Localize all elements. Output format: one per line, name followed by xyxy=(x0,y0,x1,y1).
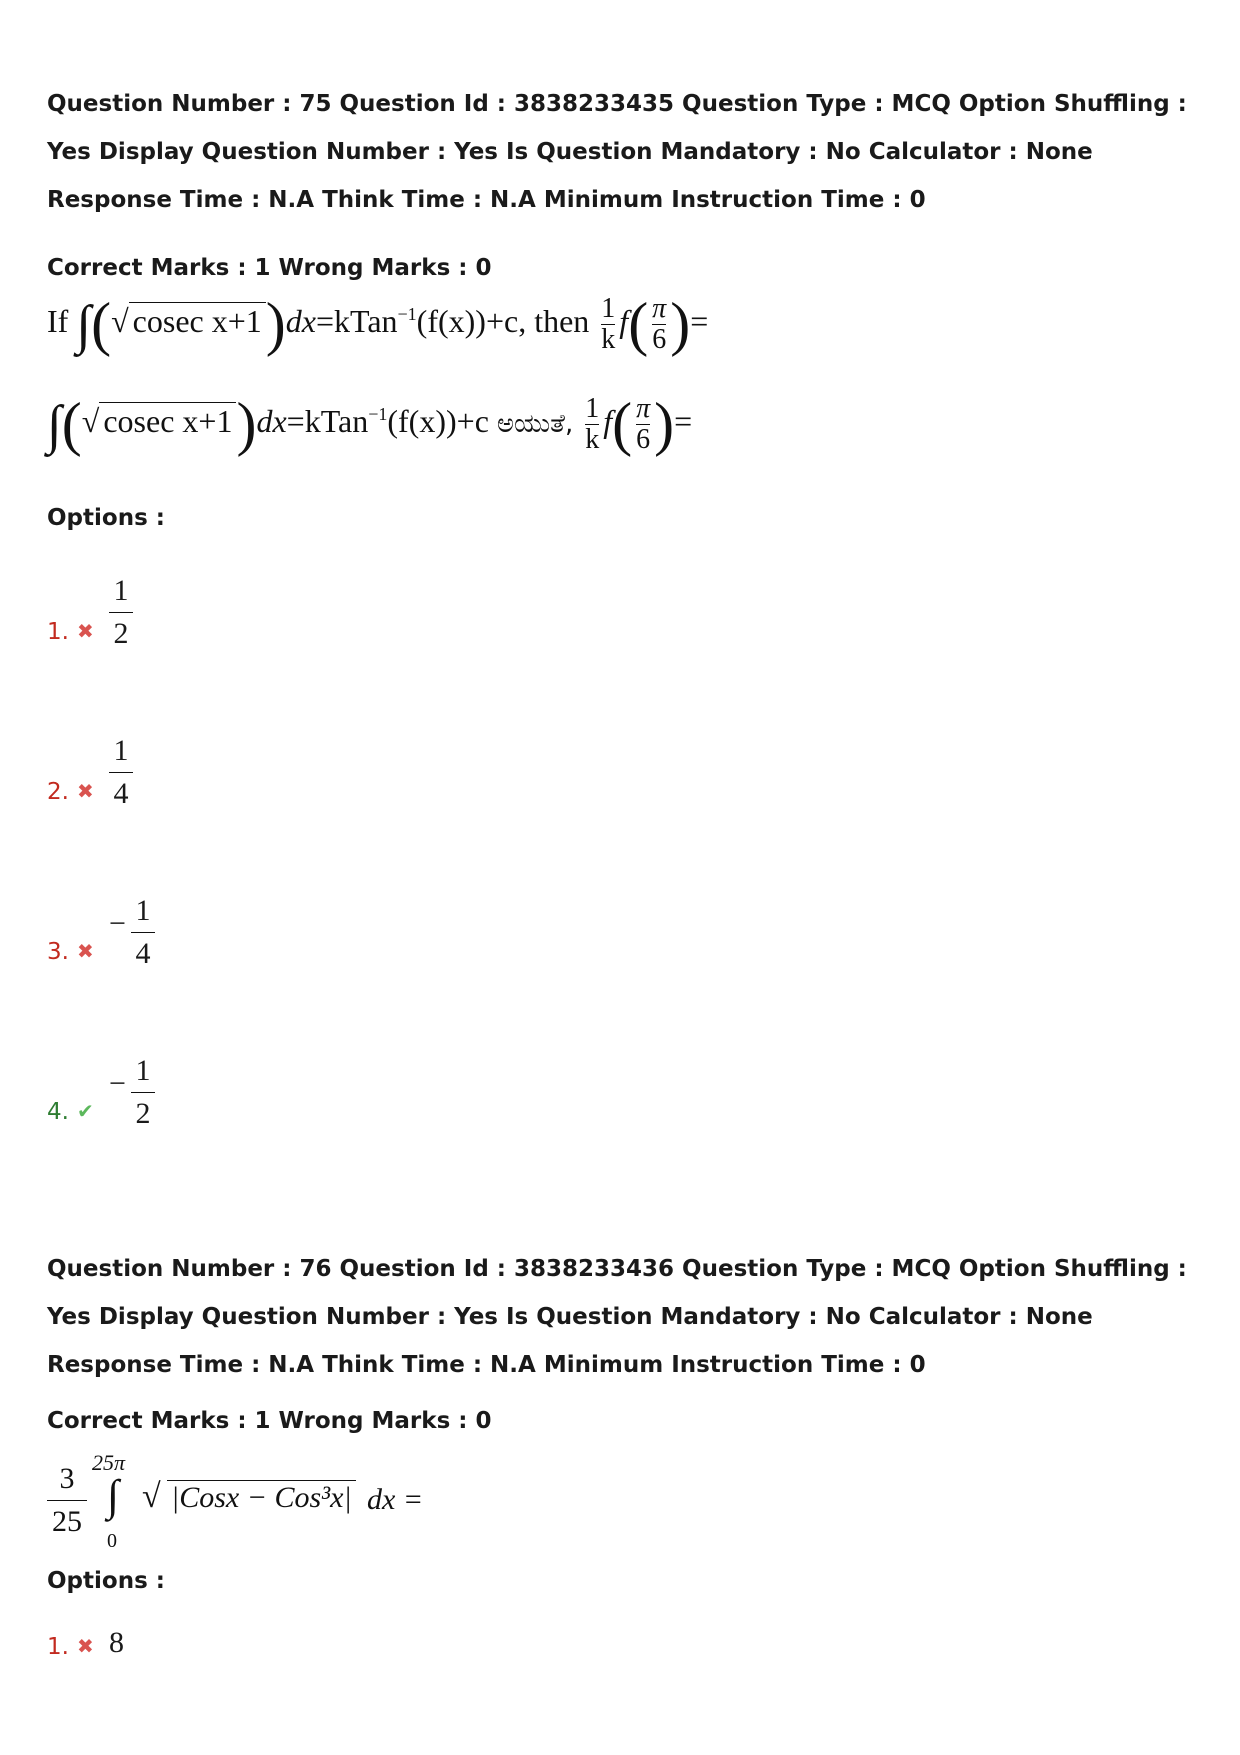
q76-sqrt-sign: √ xyxy=(142,1478,161,1515)
q75-if-word: If xyxy=(47,302,69,339)
q75-telugu-word: ಅಯುತೆ, xyxy=(496,408,574,439)
q76-lower-limit: 0 xyxy=(107,1530,117,1552)
q76-dx: dx = xyxy=(367,1483,424,1516)
q76-integrand: |Cosx − Cos³x| xyxy=(167,1480,356,1515)
cross-icon: ✖ xyxy=(77,779,94,803)
q76-question xyxy=(47,1450,547,1560)
q75-question-english: If ∫(√ cosec x+1)dx=kTan$^{-1}$(f(x))+c, then $\frac{1}{k}$ f( $\frac{\pi}{6}$ )= xyxy=(47,291,709,357)
cross-icon: ✖ xyxy=(77,1634,94,1658)
q76-marks: Correct Marks : 1 Wrong Marks : 0 xyxy=(47,1408,492,1434)
q75-metadata: Question Number : 75 Question Id : 3838233435 Question Type : MCQ Option Shuffling : Yes Display Question Number : Yes Is Question Mandatory : No Calculator : None Response Time : N.A Think Time : N.A Minimum Instruction Time : 0 xyxy=(47,91,1187,213)
q75-option-3-fraction: 1 4 xyxy=(131,894,155,971)
q75-question-telugu: ∫(√ cosec x+1)dx=kTan$^{-1}$(f(x))+c ಅಯುತೆ, $\frac{1}{k}$ f( $\frac{\pi}{6}$ )= xyxy=(47,391,693,457)
q75-equals: = xyxy=(690,302,709,339)
q75-rhs: =kTan xyxy=(315,302,398,339)
question-paper-page: Question Number : 75 Question Id : 3838233435 Question Type : MCQ Option Shuffling : Yes Display Question Number : Yes Is Question Mandatory : No Calculator : None Response Time : N.A Think Time : N.A Minimum Instruction Time : 0 Correct Marks : 1 Wrong Marks : 0 If ∫(√ cosec x+1)dx=kTan$^{-1}$(f(x))+c, then $\frac{1}{k}$ f( $\frac{\pi}{6}$ )= ∫(√ cosec x+1)dx=kTan$^{-1}$(f(x))+c ಅಯುತೆ, $\frac{1}{k}$ f( $\frac{\pi}{6}$ )= Options : 1. ✖ 1 2 2. ✖ 1 4 3. ✖ − 1 4 4. ✔ − 1 2 Question Number : 76 Question Id : 3838233436 Question Type : MCQ Option Shuffling : Yes Display Question Number : Yes Is Question Mandatory : No Calculator : None Response Time : N.A Think Time : N.A Minimum Instruction Time : 0 Correct Marks : 1 Wrong Marks : 0 3 25 25π ∫ 0 √ |Cosx − Cos³x| dx = Options : 1. ✖ 8 xyxy=(0,0,1240,1755)
q76-options-label: Options : xyxy=(47,1568,165,1594)
q75-options-label: Options : xyxy=(47,505,165,531)
q75-f: f xyxy=(619,302,629,339)
q75-dx: dx xyxy=(285,302,316,339)
q75-marks: Correct Marks : 1 Wrong Marks : 0 xyxy=(47,255,492,281)
cross-icon: ✖ xyxy=(77,939,94,963)
q75-option-1-fraction: 1 2 xyxy=(109,574,133,651)
q75-fx: (f(x))+c xyxy=(416,302,519,339)
check-icon: ✔ xyxy=(77,1099,94,1123)
q75-option-4-fraction: 1 2 xyxy=(131,1054,155,1131)
q75-sup: −1 xyxy=(397,304,417,325)
q76-option-1-value: 8 xyxy=(109,1626,124,1659)
q75-frac-1k: $\frac{1}{k}$ xyxy=(601,293,616,355)
q75-option-2-fraction: 1 4 xyxy=(109,734,133,811)
q75-frac-pi6: $\frac{\pi}{6}$ xyxy=(652,293,667,355)
q76-integral-sign: ∫ xyxy=(107,1471,120,1520)
q75-then: , then xyxy=(518,302,590,339)
q76-coefficient: 3 25 xyxy=(47,1462,87,1539)
q75-integrand: cosec x+1 xyxy=(129,302,266,339)
q76-metadata: Question Number : 76 Question Id : 3838233436 Question Type : MCQ Option Shuffling : Yes Display Question Number : Yes Is Question Mandatory : No Calculator : None Response Time : N.A Think Time : N.A Minimum Instruction Time : 0 xyxy=(47,1256,1187,1378)
cross-icon: ✖ xyxy=(77,619,94,643)
q76-upper-limit: 25π xyxy=(92,1450,126,1475)
